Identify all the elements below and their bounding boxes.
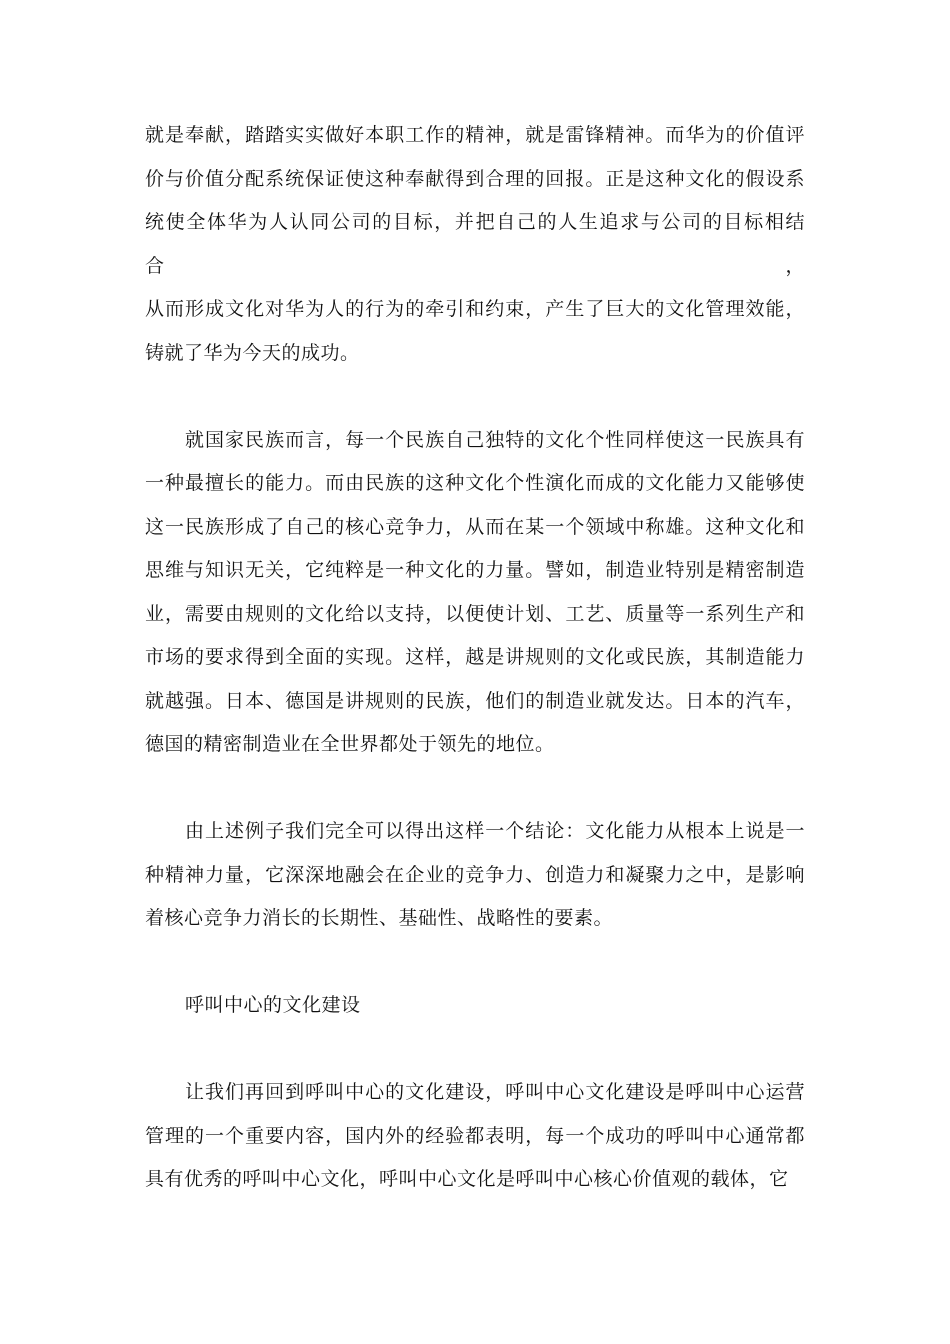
- text-line: 就越强。日本、德国是讲规则的民族，他们的制造业就发达。日本的汽车，: [145, 689, 805, 712]
- text-line: 就国家民族而言，每一个民族自己独特的文化个性同样使这一民族具有: [185, 428, 805, 451]
- paragraph-p4: [145, 1071, 805, 1202]
- text-line: 业，需要由规则的文化给以支持，以便使计划、工艺、质量等一系列生产和: [145, 602, 805, 625]
- text-line: 管理的一个重要内容，国内外的经验都表明，每一个成功的呼叫中心通常都: [145, 1124, 805, 1147]
- text-line: 铸就了华为今天的成功。: [145, 341, 360, 364]
- text-line: 从而形成文化对华为人的行为的牵引和约束，产生了巨大的文化管理效能，: [145, 298, 805, 320]
- text-line: 就是奉献，踏踏实实做好本职工作的精神，就是雷锋精神。而华为的价值评: [145, 124, 805, 146]
- text-line: 这一民族形成了自己的核心竞争力，从而在某一个领域中称雄。这种文化和: [145, 515, 805, 538]
- text-line: 呼叫中心的文化建设: [185, 994, 361, 1016]
- paragraph-p2: [145, 419, 805, 767]
- paragraph-p3: [145, 810, 805, 941]
- text-line: 由上述例子我们完全可以得出这样一个结论：文化能力从根本上说是一: [185, 820, 805, 842]
- text-line: 着核心竞争力消长的长期性、基础性、战略性的要素。: [145, 907, 614, 929]
- text-line: 思维与知识无关，它纯粹是一种文化的力量。譬如，制造业特别是精密制造: [145, 559, 805, 581]
- section-heading: [145, 984, 805, 1028]
- document-body: [145, 114, 805, 1245]
- text-line: 具有优秀的呼叫中心文化，呼叫中心文化是呼叫中心核心价值观的载体，它: [145, 1168, 789, 1190]
- text-line: 一种最擅长的能力。而由民族的这种文化个性演化而成的文化能力又能够使: [145, 472, 805, 494]
- text-line: 种精神力量，它深深地融会在企业的竞争力、创造力和凝聚力之中，是影响: [145, 863, 805, 886]
- text-line: 统使全体华为人认同公司的目标，并把自己的人生追求与公司的目标相结合，: [145, 211, 805, 277]
- text-line: 价与价值分配系统保证使这种奉献得到合理的回报。正是这种文化的假设系: [145, 167, 805, 190]
- text-line: 让我们再回到呼叫中心的文化建设，呼叫中心文化建设是呼叫中心运营: [185, 1081, 805, 1103]
- text-line: 市场的要求得到全面的实现。这样，越是讲规则的文化或民族，其制造能力: [145, 646, 805, 668]
- paragraph-p1: [145, 114, 805, 375]
- text-line: 德国的精密制造业在全世界都处于领先的地位。: [145, 733, 555, 755]
